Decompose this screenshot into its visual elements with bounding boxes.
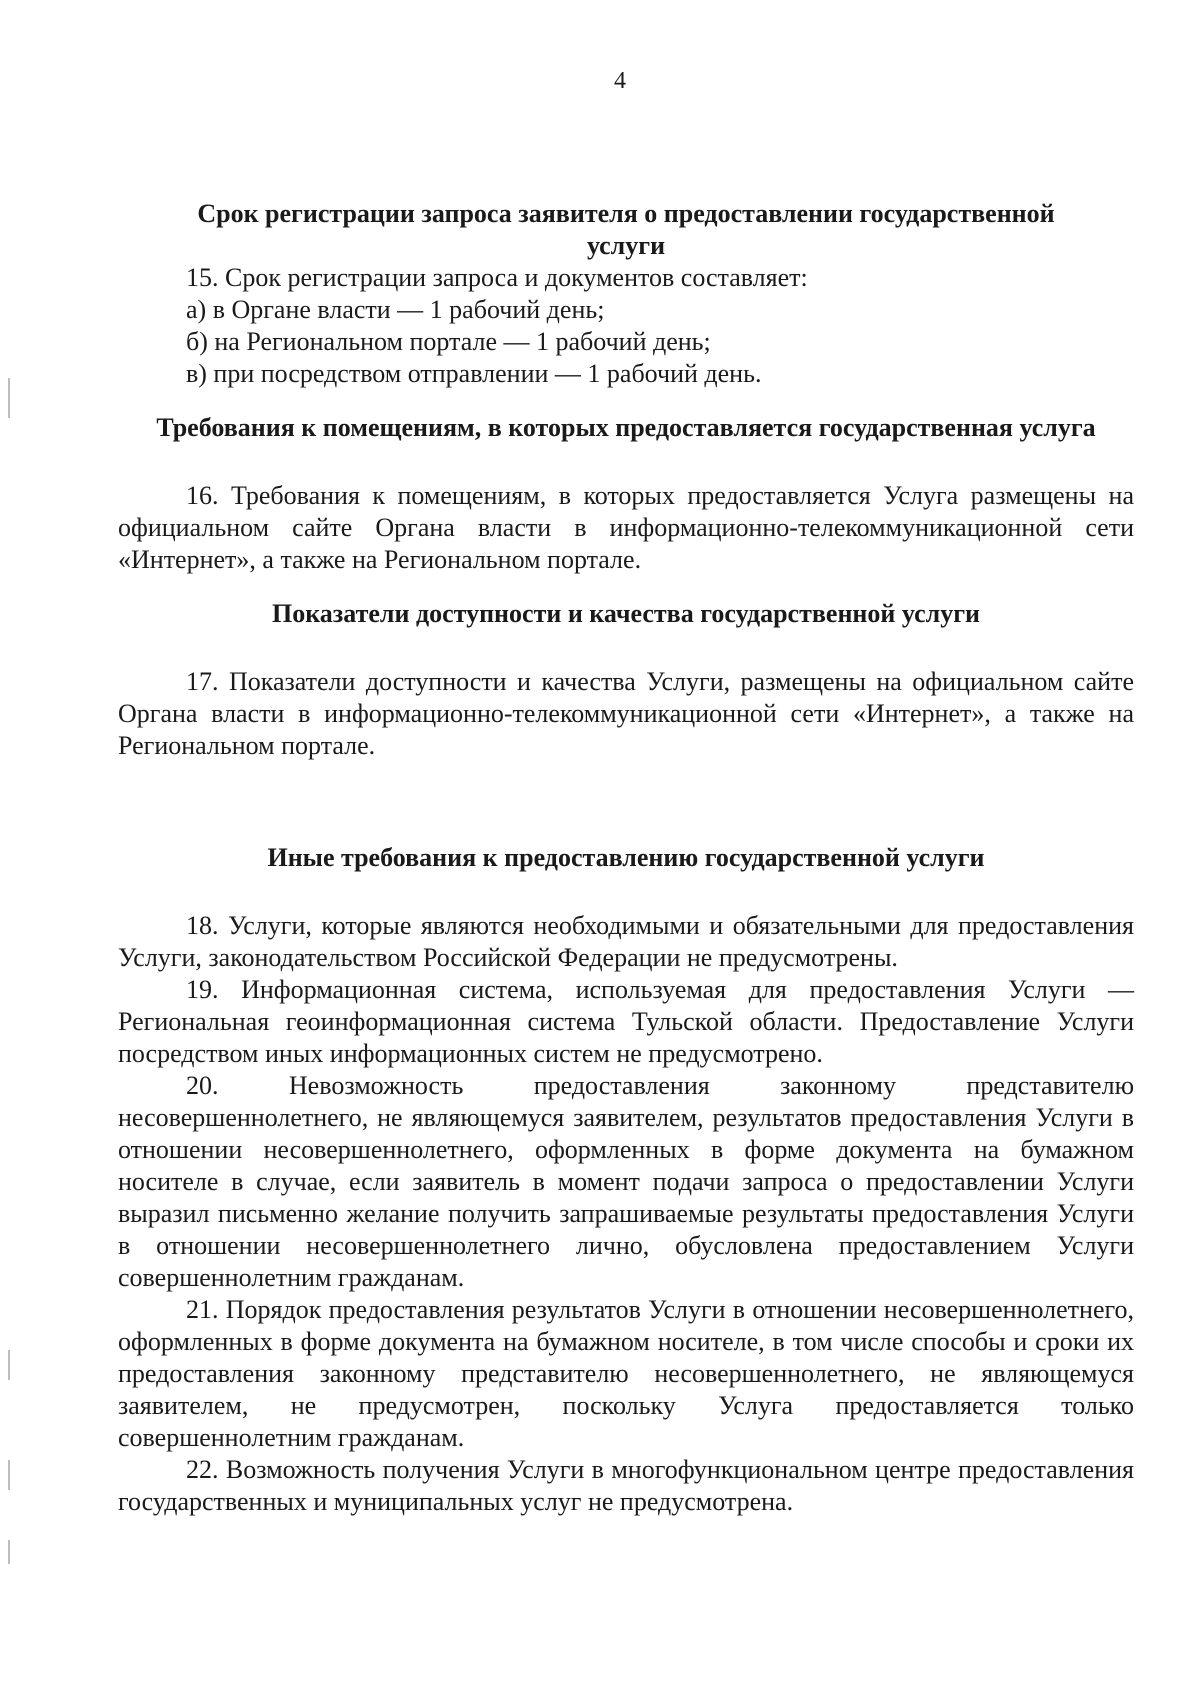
page-number: 4 (614, 68, 626, 94)
paragraph-16: 16. Требования к помещениям, в которых предоставляется Услуга размещены на официальном сайте Органа власти в информационно-телекоммуникационной сети «Интернет», а также на Региональном портале. (118, 481, 1134, 574)
scan-edge-mark (8, 1350, 10, 1380)
paragraph-18: 18. Услуги, которые являются необходимыми и обязательными для предоставления Услуги, законодательством Российской Федерации не предусмотрены. (118, 911, 1134, 972)
paragraph-19: 19. Информационная система, используемая для предоставления Услуги — Региональная геоинформационная система Тульской области. Предоставление Услуги посредством иных информационных систем не предусмотрено. (118, 975, 1134, 1068)
paragraph-15: 15. Срок регистрации запроса и документов составляет: (186, 263, 808, 292)
document-body (118, 198, 1134, 1518)
paragraph-21: 21. Порядок предоставления результатов Услуги в отношении несовершеннолетнего, оформленных в форме документа на бумажном носителе, в том числе способы и сроки их предоставления законному представителю несовершеннолетнего, не являющемуся заявителем, не предусмотрен, поскольку Услуга предоставляется только совершеннолетним гражданам. (118, 1295, 1134, 1452)
list-item-a: а) в Органе власти — 1 рабочий день; (186, 295, 605, 324)
list-item-c: в) при посредством отправлении — 1 рабочий день. (186, 359, 762, 388)
section-heading: Показатели доступности и качества государственной услуги (271, 599, 981, 628)
section-heading: Срок регистрации запроса заявителя о предоставлении государственной (197, 199, 1055, 228)
section-heading: Требования к помещениям, в которых предоставляется государственная услуга (156, 413, 1096, 442)
paragraph-17: 17. Показатели доступности и качества Услуги, размещены на официальном сайте Органа власти в информационно-телекоммуникационной сети «Интернет», а также на Региональном портале. (118, 667, 1134, 760)
paragraph-22: 22. Возможность получения Услуги в многофункциональном центре предоставления государственных и муниципальных услуг не предусмотрена. (118, 1455, 1134, 1516)
scan-edge-mark (8, 378, 10, 418)
section-premises-requirements (118, 412, 1134, 576)
section-registration-term (118, 198, 1134, 390)
section-other-requirements (118, 842, 1134, 1518)
list-item-b: б) на Региональном портале — 1 рабочий день; (186, 327, 711, 356)
section-quality-indicators (118, 598, 1134, 762)
scan-edge-mark (8, 1460, 10, 1490)
scan-edge-mark (8, 1540, 10, 1564)
section-heading-continued: услуги (586, 231, 666, 260)
paragraph-20: 20. Невозможность предоставления законному представителю несовершеннолетнего, не являющемуся заявителем, результатов предоставления Услуги в отношении несовершеннолетнего, оформленных в форме документа на бумажном носителе в случае, если заявитель в момент подачи запроса о предоставлении Услуги выразил письменно желание получить запрашиваемые результаты предоставления Услуги в отношении несовершеннолетнего лично, обусловлена предоставлением Услуги совершеннолетним гражданам. (118, 1071, 1134, 1292)
section-heading: Иные требования к предоставлению государственной услуги (267, 843, 985, 872)
